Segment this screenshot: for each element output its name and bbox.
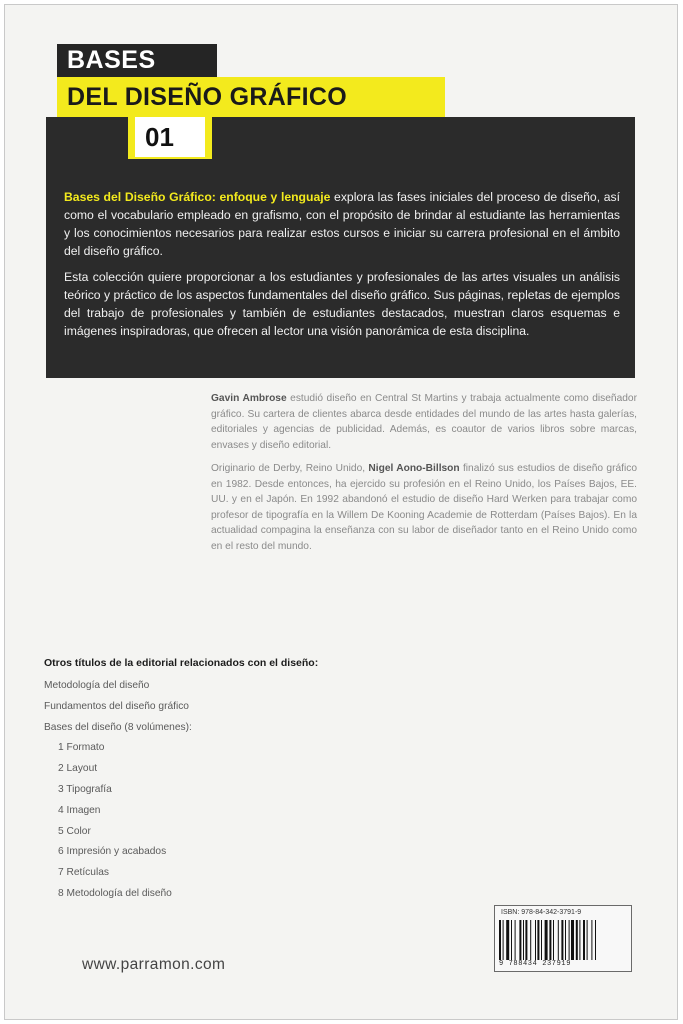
list-item: 5 Color [58, 825, 91, 837]
series-title: BASES [57, 44, 217, 77]
author-bio-2-prefix: Originario de Derby, Reino Unido, [211, 463, 369, 474]
intro-paragraph-1 [64, 188, 620, 260]
list-item: 6 Impresión y acabados [58, 846, 167, 858]
list-item: Bases del diseño (8 volúmenes): [44, 721, 192, 733]
author-bio-2 [211, 461, 637, 554]
list-item: 1 Formato [58, 742, 105, 754]
author-bio-1 [211, 391, 637, 453]
volume-number-box [128, 117, 212, 159]
author-name-2: Nigel Aono-Billson [368, 463, 460, 474]
author-bios [211, 391, 637, 562]
volume-number: 01 [135, 117, 205, 157]
intro-text [64, 188, 620, 348]
list-item: 3 Tipografía [58, 783, 112, 795]
list-item: 2 Layout [58, 763, 98, 775]
book-title-highlight: Bases del Diseño Gráfico: enfoque y lenguaje [64, 190, 331, 204]
publisher-website: www.parramon.com [82, 956, 226, 973]
barcode-digits: 9 788434 237919 [499, 960, 572, 968]
intro-paragraph-1-text: explora las fases iniciales del proceso de diseño, así como el vocabulario empleado en grafismo, con el propósito de brindar al estudiante las herramientas y los conocimientos necesarios para realizar estos cursos e iniciar su carrera profesional en el ámbito del diseño gráfico. [64, 190, 620, 258]
related-titles-list [44, 676, 344, 905]
list-item: Fundamentos del diseño gráfico [44, 700, 189, 712]
barcode-icon [499, 920, 627, 960]
author-bio-1-text: estudió diseño en Central St Martins y trabaja actualmente como diseñador gráfico. Su cartera de clientes abarca desde entidades del mundo de las artes hasta galerías, editoriales y agencias de publicidad. Además, es coautor de varios libros sobre marcas, envases y diseño editorial. [211, 393, 637, 451]
isbn-label: ISBN: 978-84-342-3791-9 [501, 909, 582, 916]
series-subtitle: DEL DISEÑO GRÁFICO [57, 77, 445, 117]
isbn-barcode-box [494, 905, 632, 972]
list-item: 7 Retículas [58, 867, 109, 879]
intro-paragraph-2: Esta colección quiere proporcionar a los estudiantes y profesionales de las artes visuales un análisis teórico y práctico de los aspectos fundamentales del diseño gráfico. Sus páginas, repletas de ejemplos del trabajo de profesionales y también de estudiantes destacados, muestran claros esquemas e imágenes inspiradoras, que ofrecen al lector una visión panorámica de esta disciplina. [64, 270, 620, 338]
list-item: 4 Imagen [58, 804, 101, 816]
list-item: 8 Metodología del diseño [58, 887, 172, 899]
related-titles-heading: Otros títulos de la editorial relacionados con el diseño: [44, 657, 319, 669]
author-name-1: Gavin Ambrose [211, 393, 287, 404]
author-bio-2-text: finalizó sus estudios de diseño gráfico en 1982. Desde entonces, ha ejercido su profesión en el Reino Unido, los Países Bajos, EE. UU. y en el Japón. En 1992 abandonó el estudio de diseño Hard Werken para trabajar como profesor de tipografía en la Willem De Kooning Academie de Rotterdam (Países Bajos). En la actualidad compagina la enseñanza con su labor de diseñador tanto en el Reino Unido como en el resto del mundo. [211, 463, 637, 552]
list-item: Metodología del diseño [44, 680, 150, 691]
